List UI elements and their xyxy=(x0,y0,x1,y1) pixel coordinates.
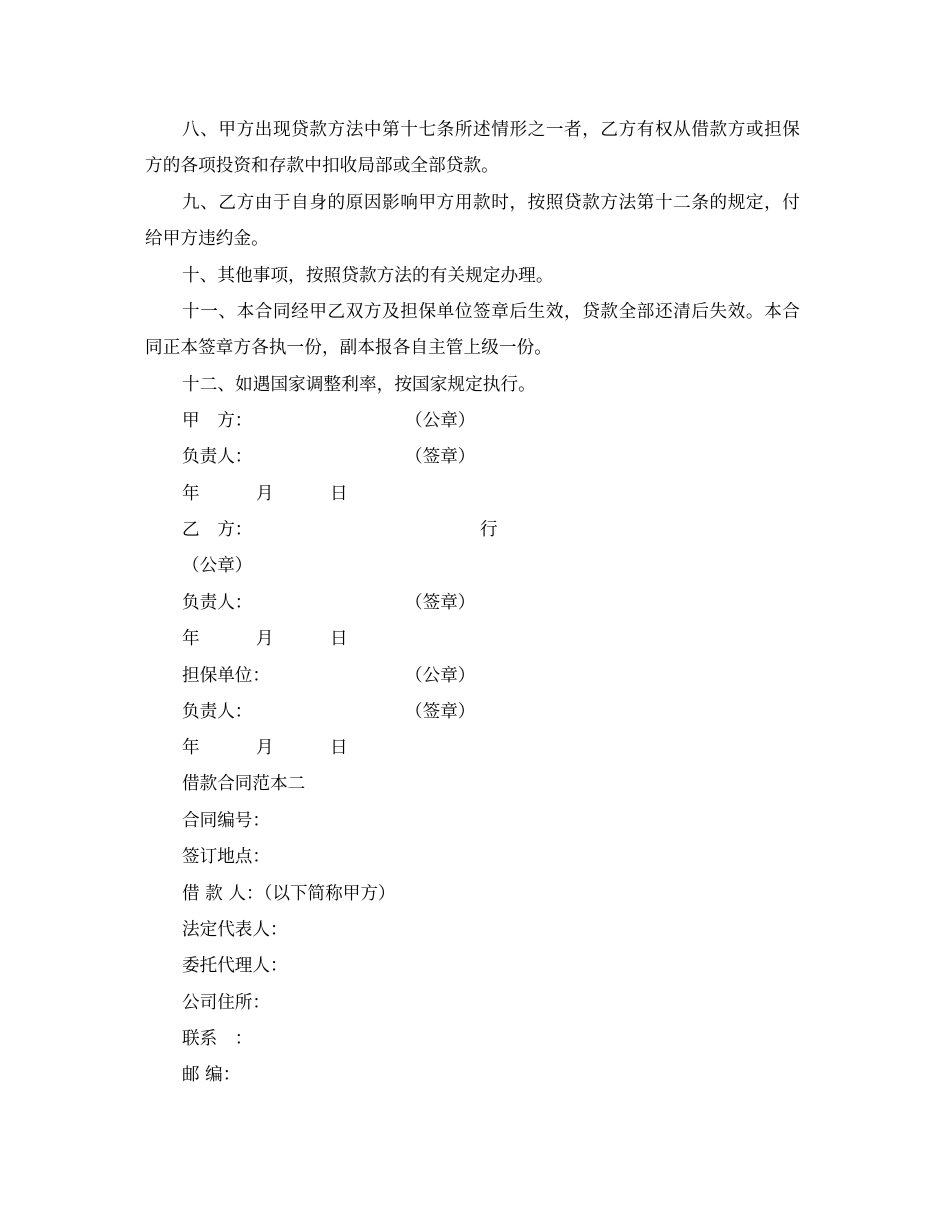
guarantor-label: 担保单位： xyxy=(182,666,270,686)
clause-8: 八、甲方出现贷款方法中第十七条所述情形之一者，乙方有权从借款方或担保方的各项投资和存款中扣收局部或全部贷款。 xyxy=(145,120,800,176)
guarantor-date-month: 月 xyxy=(256,738,274,758)
contract-number-label: 合同编号： xyxy=(182,811,270,831)
guarantor-signature: （签章） xyxy=(405,702,476,722)
party-b-date-month: 月 xyxy=(256,629,274,649)
borrower-label: 借 款 人：（以下简称甲方） xyxy=(182,884,396,904)
party-b-seal: （公章） xyxy=(182,556,253,576)
legal-rep-label: 法定代表人： xyxy=(182,920,288,940)
clause-12: 十二、如遇国家调整利率，按国家规定执行。 xyxy=(182,375,536,395)
party-a-seal: （公章） xyxy=(405,411,476,431)
party-a-date-month: 月 xyxy=(256,484,274,504)
template2-title: 借款合同范本二 xyxy=(182,774,306,794)
party-b-label: 乙 方： xyxy=(182,520,253,540)
clause-10: 十、其他事项，按照贷款方法的有关规定办理。 xyxy=(182,266,554,286)
guarantor-date-year: 年 xyxy=(182,738,200,758)
clause-9: 九、乙方由于自身的原因影响甲方用款时，按照贷款方法第十二条的规定，付给甲方违约金。 xyxy=(145,193,800,249)
guarantor-seal: （公章） xyxy=(405,666,476,686)
agent-label: 委托代理人： xyxy=(182,956,288,976)
clause-11: 十一、本合同经甲乙双方及担保单位签章后生效，贷款全部还清后失效。本合同正本签章方各执一份，副本报各自主管上级一份。 xyxy=(145,302,800,358)
party-b-head-label: 负责人： xyxy=(182,593,253,613)
party-b-date-day: 日 xyxy=(330,629,348,649)
contact-label: 联系 ： xyxy=(182,1029,253,1049)
party-a-signature: （签章） xyxy=(405,447,476,467)
guarantor-date-day: 日 xyxy=(330,738,348,758)
party-b-bank-suffix: 行 xyxy=(480,520,498,540)
party-b-date-year: 年 xyxy=(182,629,200,649)
party-a-date-day: 日 xyxy=(330,484,348,504)
party-a-head-label: 负责人： xyxy=(182,447,253,467)
guarantor-head-label: 负责人： xyxy=(182,702,253,722)
sign-place-label: 签订地点： xyxy=(182,847,270,867)
party-a-label: 甲 方： xyxy=(182,411,253,431)
party-a-date-year: 年 xyxy=(182,484,200,504)
postcode-label: 邮 编： xyxy=(182,1065,241,1085)
address-label: 公司住所： xyxy=(182,993,270,1013)
party-b-signature: （签章） xyxy=(405,593,476,613)
